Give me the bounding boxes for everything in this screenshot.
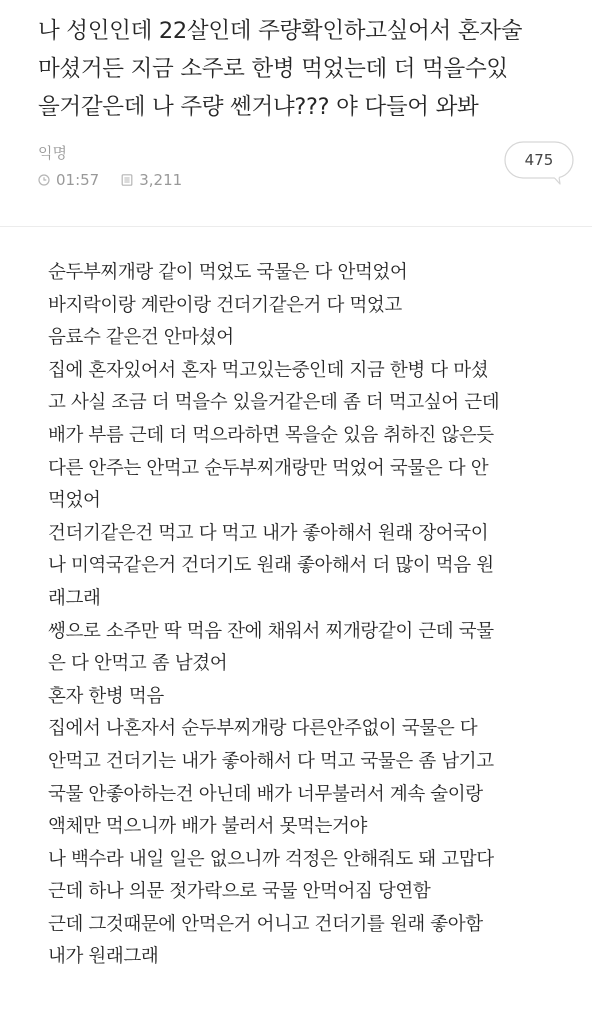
post-body	[48, 257, 578, 974]
post-meta	[38, 171, 182, 189]
body-line: 건더기같은건 먹고 다 먹고 내가 좋아해서 원래 장어국이	[48, 522, 489, 544]
body-line: 나 미역국같은거 건더기도 원래 좋아해서 더 많이 먹음 원	[48, 555, 494, 577]
body-line: 은 다 안먹고 좀 남겼어	[48, 653, 228, 675]
body-line: 집에서 나혼자서 순두부찌개랑 다른안주없이 국물은 다	[48, 718, 478, 740]
post-time: 01:57	[56, 171, 100, 189]
document-icon	[121, 174, 133, 186]
body-line: 액체만 먹으니까 배가 불러서 못먹는거야	[48, 816, 367, 838]
body-line: 먹었어	[48, 490, 101, 512]
post-title-line: 을거같은데 나 주량 쎈거냐??? 야 다들어 와봐	[38, 94, 479, 120]
post-title-line: 마셨거든 지금 소주로 한병 먹었는데 더 먹을수있	[38, 56, 508, 82]
post-header	[0, 0, 592, 228]
body-line: 다른 안주는 안먹고 순두부찌개랑만 먹었어 국물은 다 안	[48, 457, 489, 479]
comment-count-button[interactable]	[504, 141, 574, 181]
body-line: 안먹고 건더기는 내가 좋아해서 다 먹고 국물은 좀 남기고	[48, 750, 494, 772]
body-line: 근데 그것때문에 안먹은거 어니고 건더기를 원래 좋아함	[48, 913, 483, 935]
comment-count: 475	[524, 151, 554, 169]
body-line: 래그래	[48, 587, 101, 609]
divider	[0, 226, 592, 227]
body-line: 음료수 같은건 안마셨어	[48, 327, 234, 349]
clock-icon	[38, 174, 50, 186]
body-line: 국물 안좋아하는건 아닌데 배가 너무불러서 계속 술이랑	[48, 783, 483, 805]
body-line: 나 백수라 내일 일은 없으니까 걱정은 안해줘도 돼 고맙다	[48, 848, 494, 870]
post-title-line: 나 성인인데 22살인데 주량확인하고싶어서 혼자술	[38, 18, 523, 44]
body-line: 순두부찌개랑 같이 먹었도 국물은 다 안먹었어	[48, 262, 408, 283]
body-line: 집에 혼자있어서 혼자 먹고있는중인데 지금 한병 다 마셨	[48, 359, 489, 381]
body-line: 혼자 한병 먹음	[48, 685, 164, 707]
body-line: 근데 하나 의문 젓가락으로 국물 안먹어짐 당연함	[48, 881, 431, 903]
body-line: 쌩으로 소주만 딱 먹음 잔에 채워서 찌개랑같이 근데 국물	[48, 620, 494, 642]
body-line: 고 사실 조금 더 먹을수 있을거같은데 좀 더 먹고싶어 근데	[48, 392, 500, 414]
body-line: 바지락이랑 계란이랑 건더기같은거 다 먹었고	[48, 294, 402, 316]
body-line: 내가 원래그래	[48, 946, 159, 968]
post-title[interactable]	[38, 12, 570, 126]
view-count: 3,211	[139, 171, 183, 189]
author-name[interactable]: 익명	[38, 144, 67, 162]
body-line: 배가 부름 근데 더 먹으라하면 목을순 있음 취하진 않은듯	[48, 424, 494, 446]
